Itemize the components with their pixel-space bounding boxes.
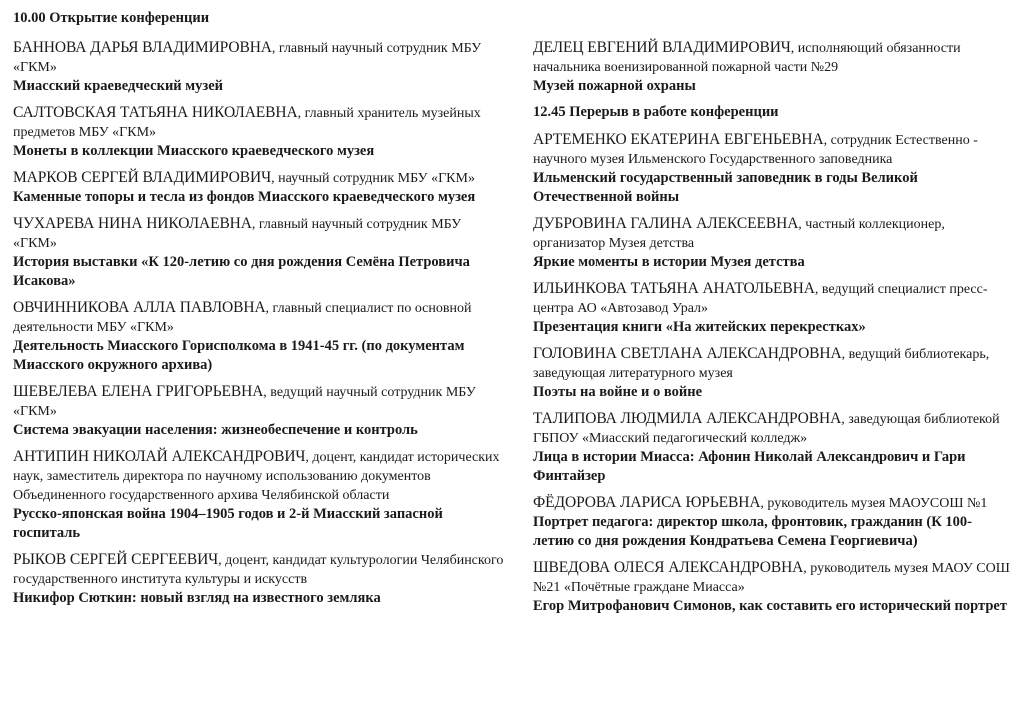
right-entries — [533, 130, 1013, 616]
talk-title: Презентация книги «На житейских перекрестках» — [533, 319, 866, 335]
speaker-name: ДУБРОВИНА ГАЛИНА АЛЕКСЕЕВНА — [533, 215, 799, 232]
right-column — [533, 0, 1013, 623]
speaker-entry — [533, 279, 1013, 337]
speaker-position: , главный научный сотрудник МБУ «ГКМ» — [13, 217, 462, 251]
speaker-position: , заведующая библиотекой ГБПОУ «Миасский педагогический колледж» — [533, 412, 1000, 446]
talk-title: Монеты в коллекции Миасского краеведческого музея — [13, 143, 375, 159]
talk-title: Лица в истории Миасса: Афонин Николай Александрович и Гари Финтайзер — [533, 449, 966, 484]
talk-title: Система эвакуации населения: жизнеобеспечение и контроль — [13, 422, 418, 438]
speaker-name: ОВЧИННИКОВА АЛЛА ПАВЛОВНА — [13, 299, 266, 316]
speaker-info — [533, 130, 1013, 169]
speaker-entry — [533, 0, 1013, 96]
speaker-name: ИЛЬИНКОВА ТАТЬЯНА АНАТОЛЬЕВНА — [533, 280, 815, 297]
speaker-info — [13, 103, 508, 142]
speaker-info — [13, 214, 508, 253]
left-entries — [13, 38, 508, 608]
speaker-name: ТАЛИПОВА ЛЮДМИЛА АЛЕКСАНДРОВНА — [533, 410, 842, 427]
speaker-name: ЧУХАРЕВА НИНА НИКОЛАЕВНА — [13, 215, 252, 232]
talk-title: Поэты на войне и о войне — [533, 384, 703, 400]
talk-title: Егор Митрофанович Симонов, как составить его исторический портрет — [533, 598, 1007, 614]
speaker-position: , научный сотрудник МБУ «ГКМ» — [271, 171, 475, 186]
speaker-position: , руководитель музея МАОУ СОШ №21 «Почётные граждане Миасса» — [533, 561, 1010, 595]
speaker-info — [533, 38, 1013, 77]
break-heading: 12.45 Перерыв в работе конференции — [533, 104, 779, 120]
talk-title: Ильменский государственный заповедник в годы Великой Отечественной войны — [533, 170, 918, 205]
speaker-info — [533, 279, 1013, 318]
speaker-entry — [533, 130, 1013, 207]
speaker-position: , ведущий библиотекарь, заведующая литературного музея — [533, 347, 990, 381]
speaker-name: ФЁДОРОВА ЛАРИСА ЮРЬЕВНА — [533, 494, 761, 511]
speaker-info — [13, 38, 508, 77]
speaker-entry — [533, 493, 1013, 551]
speaker-info — [533, 214, 1013, 253]
speaker-name: ШЕВЕЛЕВА ЕЛЕНА ГРИГОРЬЕВНА — [13, 383, 264, 400]
opening-heading: 10.00 Открытие конференции — [13, 10, 210, 26]
speaker-entry — [13, 298, 508, 375]
talk-title: Портрет педагога: директор школа, фронтовик, гражданин (К 100-летию со дня рождения Кондратьева Семена Георгиевича) — [533, 514, 972, 549]
speaker-entry — [13, 168, 508, 207]
speaker-info — [533, 493, 1013, 513]
talk-title: Яркие моменты в истории Музея детства — [533, 254, 805, 270]
speaker-name: ШВЕДОВА ОЛЕСЯ АЛЕКСАНДРОВНА — [533, 559, 804, 576]
speaker-position: , сотрудник Естественно - научного музея Ильменского Государственного заповедника — [533, 133, 978, 167]
speaker-entry — [13, 382, 508, 440]
talk-title: Музей пожарной охраны — [533, 78, 696, 94]
talk-title: Никифор Сюткин: новый взгляд на известного земляка — [13, 590, 381, 606]
left-column — [13, 0, 508, 615]
speaker-info — [533, 558, 1013, 597]
speaker-entry — [13, 214, 508, 291]
speaker-position: , руководитель музея МАОУСОШ №1 — [760, 496, 988, 511]
speaker-position: , главный специалист по основной деятельности МБУ «ГКМ» — [13, 301, 472, 335]
speaker-name: АРТЕМЕНКО ЕКАТЕРИНА ЕВГЕНЬЕВНА — [533, 131, 824, 148]
speaker-entry — [13, 550, 508, 608]
speaker-name: РЫКОВ СЕРГЕЙ СЕРГЕЕВИЧ — [13, 551, 219, 568]
speaker-entry — [13, 447, 508, 543]
talk-title: История выставки «К 120-летию со дня рождения Семёна Петровича Исакова» — [13, 254, 470, 289]
speaker-position: , исполняющий обязанности начальника военизированной пожарной части №29 — [533, 41, 961, 75]
speaker-name: БАННОВА ДАРЬЯ ВЛАДИМИРОВНА — [13, 39, 272, 56]
speaker-position: , главный научный сотрудник МБУ «ГКМ» — [13, 41, 482, 75]
speaker-info — [13, 168, 508, 188]
speaker-position: , доцент, кандидат исторических наук, заместитель директора по научному использованию документов Объединенного государственного архива Челябинской области — [13, 450, 500, 503]
speaker-position: , частный коллекционер, организатор Музея детства — [533, 217, 945, 251]
talk-title: Русско-японская война 1904–1905 годов и 2-й Миасский запасной госпиталь — [13, 506, 443, 541]
talk-title: Каменные топоры и тесла из фондов Миасского краеведческого музея — [13, 189, 476, 205]
speaker-position: , ведущий специалист пресс-центра АО «Автозавод Урал» — [533, 282, 988, 316]
speaker-info — [533, 409, 1013, 448]
speaker-info — [13, 447, 508, 505]
speaker-position: , ведущий научный сотрудник МБУ «ГКМ» — [13, 385, 476, 419]
speaker-name: САЛТОВСКАЯ ТАТЬЯНА НИКОЛАЕВНА — [13, 104, 298, 121]
speaker-entry — [533, 344, 1013, 402]
speaker-position: , главный хранитель музейных предметов МБУ «ГКМ» — [13, 106, 481, 140]
speaker-name: АНТИПИН НИКОЛАЙ АЛЕКСАНДРОВИЧ — [13, 448, 306, 465]
talk-title: Деятельность Миасского Горисполкома в 1941-45 гг. (по документам Миасского окружного архива) — [13, 338, 465, 373]
speaker-name: ГОЛОВИНА СВЕТЛАНА АЛЕКСАНДРОВНА — [533, 345, 842, 362]
speaker-info — [13, 550, 508, 589]
speaker-info — [13, 382, 508, 421]
speaker-name: ДЕЛЕЦ ЕВГЕНИЙ ВЛАДИМИРОВИЧ — [533, 39, 791, 56]
speaker-info — [533, 344, 1013, 383]
speaker-entry — [533, 558, 1013, 616]
speaker-position: , доцент, кандидат культурологии Челябинского государственного института культуры и искусств — [13, 553, 504, 587]
speaker-entry — [533, 409, 1013, 486]
speaker-entry — [13, 103, 508, 161]
talk-title: Миасский краеведческий музей — [13, 78, 224, 94]
speaker-entry — [533, 214, 1013, 272]
speaker-info — [13, 298, 508, 337]
speaker-name: МАРКОВ СЕРГЕЙ ВЛАДИМИРОВИЧ — [13, 169, 272, 186]
speaker-entry — [13, 38, 508, 96]
